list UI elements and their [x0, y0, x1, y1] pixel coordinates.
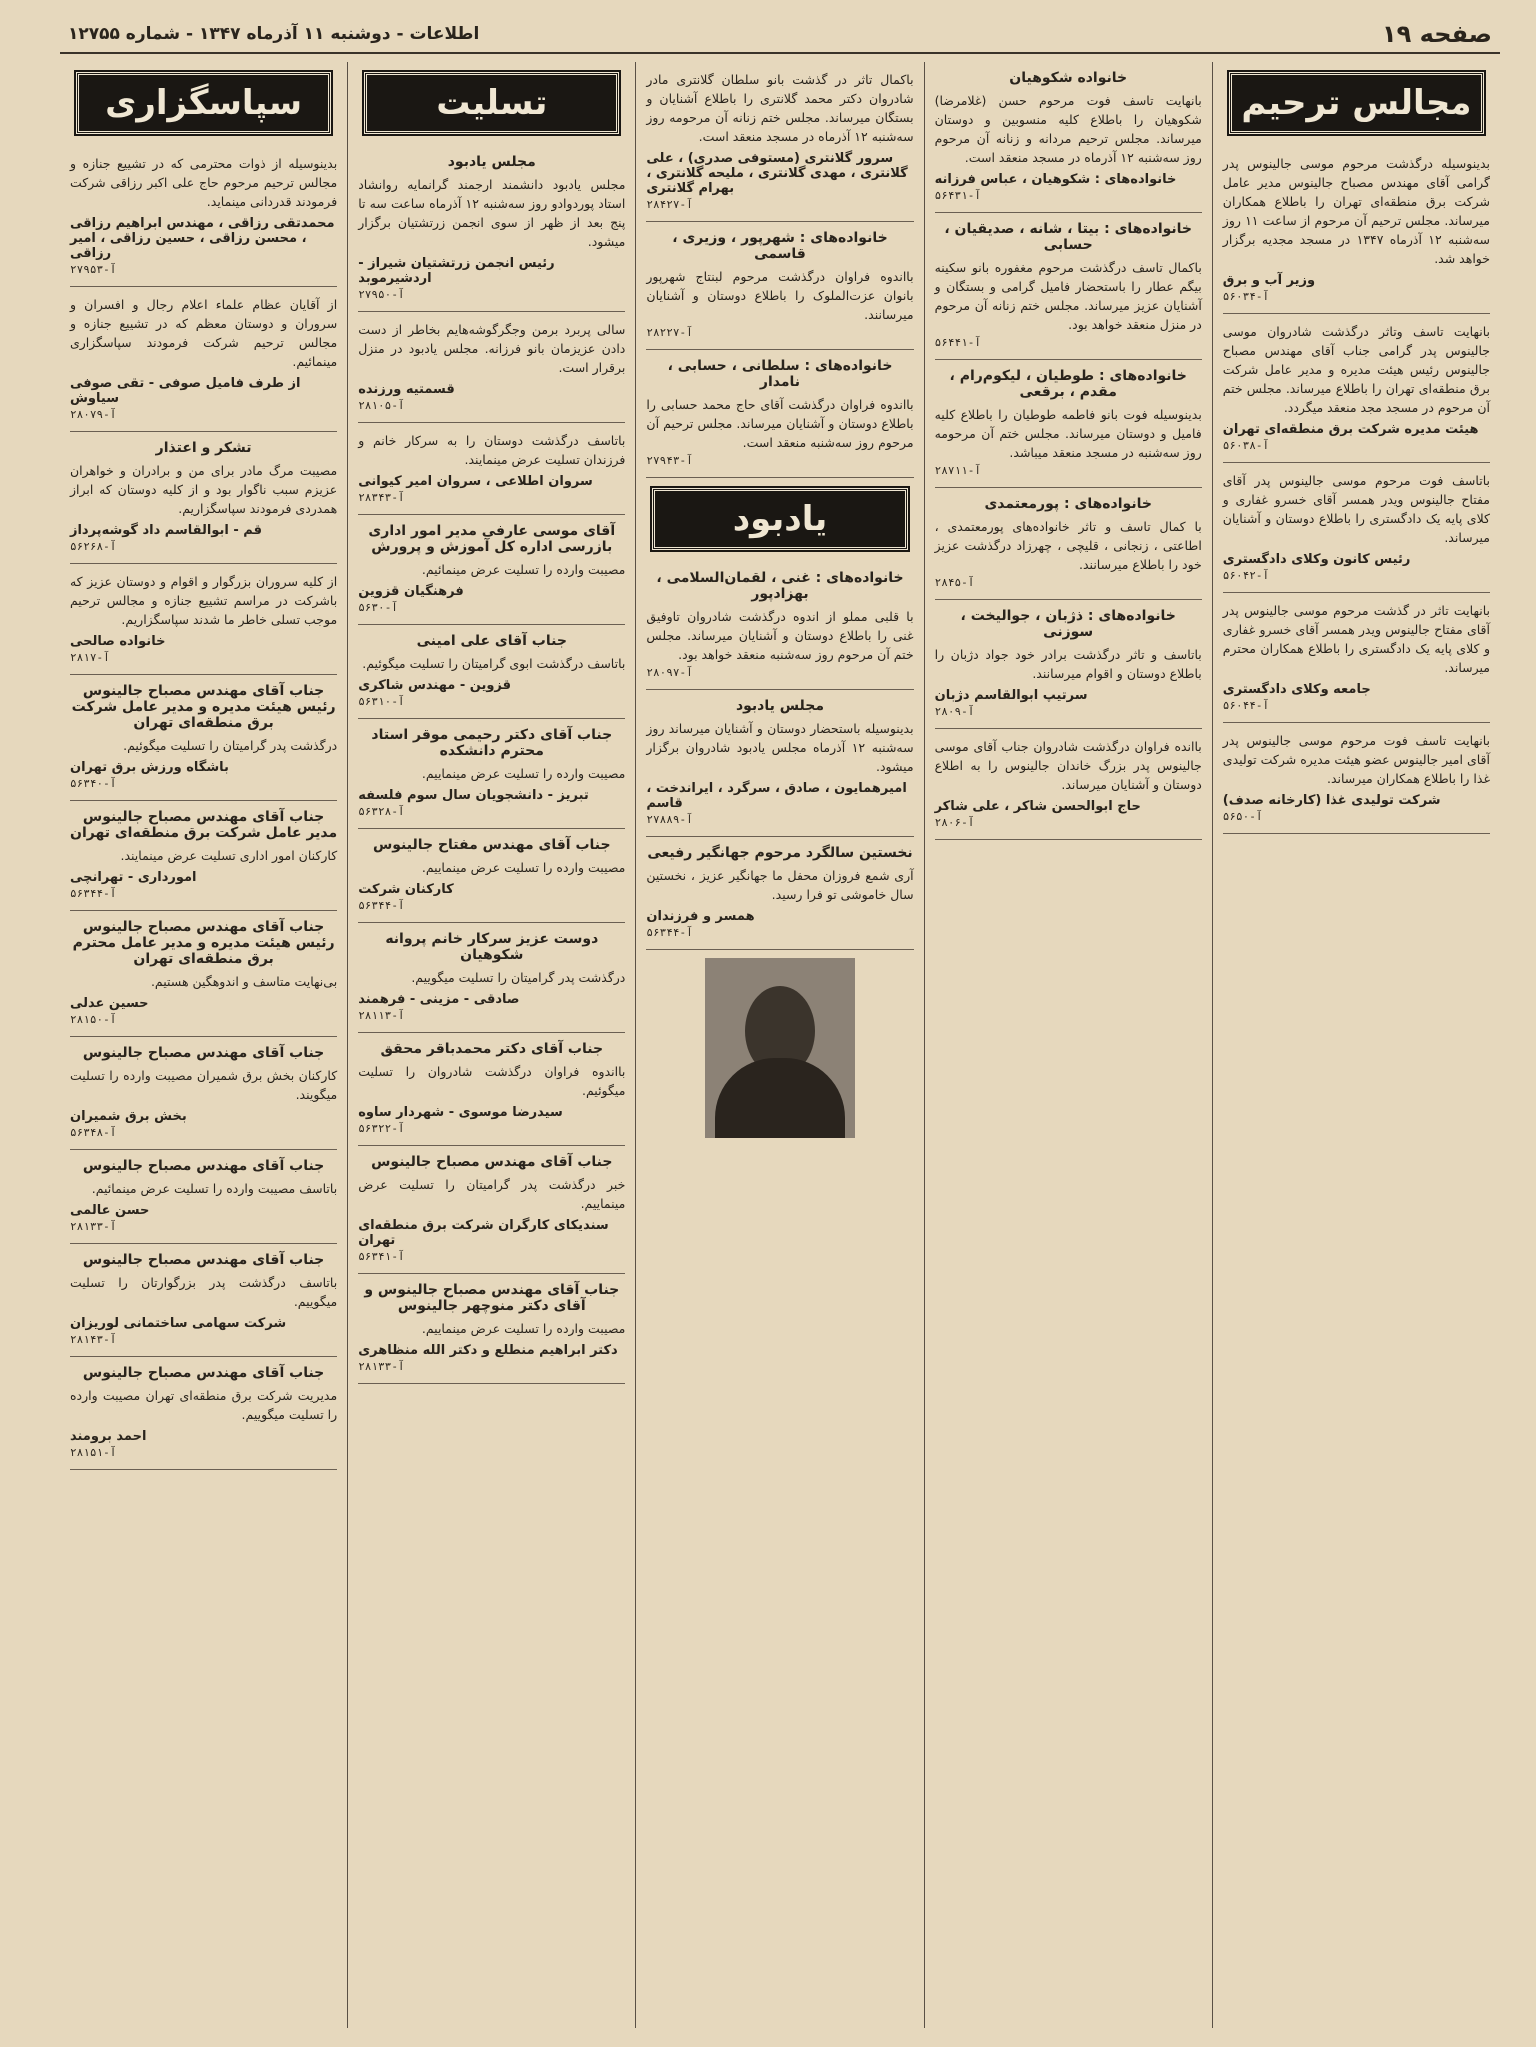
notice-text: مصیبت وارده را تسلیت عرض مینماییم.	[421, 860, 626, 875]
notice-title: جناب آقای مهندس مصباح جالینوس	[82, 1252, 325, 1268]
notice-signature: حاج ابوالحسن شاکر ، علی شاکر	[934, 799, 1141, 814]
notice-code: آ-۵۶۳۴۴	[646, 926, 693, 939]
notice-text: باتاسف درگذشت دوستان را به سرکار خانم و فرزندان تسلیت عرض مینمایند.	[358, 433, 626, 467]
notice-title: خانواده‌های : غنی ، لقمان‌السلامی ، بهزادپور	[656, 570, 904, 602]
notice-code: آ-۲۸۰۷۹	[69, 408, 117, 421]
notice-signature: سرور گلانتری (مستوفی صدری) ، علی گلانتری ، مهدی گلانتری ، ملیحه گلانتری ، بهرام گلانتری	[646, 151, 908, 196]
notice-code: آ-۲۸۱۷	[69, 651, 110, 664]
notice-text: بدینوسیله فوت بانو فاطمه طوطیان را باطلاع کلیه فامیل و دوستان میرساند. مجلس ختم آن مرحومه روز سه‌شنبه در مسجد منعقد میباشد.	[934, 407, 1202, 460]
notice-signature: قم - ابوالقاسم داد گوشه‌پرداز	[69, 523, 262, 538]
notice-text: درگذشت پدر گرامیتان را تسلیت میگوئیم.	[123, 738, 338, 753]
notice	[70, 1150, 337, 1244]
banner-taslit: تسلیت	[364, 72, 619, 134]
notice-signature: بخش برق شمیران	[69, 1109, 187, 1124]
notice-signature: امیرهمایون ، صادق ، سرگرد ، ایراندخت ، قاسم	[646, 781, 907, 811]
notice	[358, 515, 625, 625]
paper-dateline: اطلاعات - دوشنبه ۱۱ آذرماه ۱۳۴۷ - شماره ۱۲۷۵۵	[68, 24, 480, 44]
notice-title: نخستین سالگرد مرحوم جهانگیر رفیعی	[647, 845, 913, 861]
notice-text: خبر درگذشت پدر گرامیتان را تسلیت عرض مینماییم.	[358, 1177, 626, 1211]
notice-signature: فرهنگیان قزوین	[358, 584, 464, 599]
notice	[70, 1037, 337, 1150]
notice-signature: رئیس انجمن زرتشتیان شیراز - اردشیرموبد	[358, 256, 555, 286]
notice-title: جناب آقای علی امینی	[416, 633, 567, 649]
notice-text: کارکنان امور اداری تسلیت عرض مینمایند.	[120, 848, 338, 863]
notice	[935, 600, 1202, 729]
notice	[70, 1357, 337, 1470]
columns	[60, 62, 1500, 2028]
notice	[1223, 146, 1490, 314]
notice-title: مجلس یادبود	[447, 154, 536, 170]
notice	[1223, 463, 1490, 593]
notice-title: جناب آقای مهندس مصباح جالینوس	[82, 1365, 325, 1381]
notice-text: بانهایت تاسف فوت مرحوم موسی جالینوس پدر آقای امیر جالینوس عضو هیئت مدیره شرکت تولیدی غذا را باطلاع همکاران میرساند.	[1222, 733, 1490, 786]
notice-signature: محمدتقی رزاقی ، مهندس ابراهیم رزاقی ، محسن رزاقی ، حسین رزاقی ، امیر رزاقی	[69, 216, 335, 261]
notice-signature: خانواده‌های : شکوهیان ، عباس فرزانه	[934, 172, 1177, 187]
notice-code: آ-۲۸۳۴۳	[358, 491, 405, 504]
notice-code: آ-۵۶۳۲۸	[358, 805, 405, 818]
notice-signature: از طرف فامیل صوفی - تقی صوفی سیاوش	[69, 376, 301, 406]
notice-text: مصیبت وارده را تسلیت عرض مینمائیم.	[421, 562, 626, 577]
notice-code: آ-۵۶۲۶۸	[69, 540, 117, 553]
notice	[646, 690, 913, 837]
notice	[358, 146, 625, 312]
notice	[358, 312, 625, 423]
notice-code: آ-۵۶۰۳۸	[1222, 439, 1270, 452]
notice	[935, 488, 1202, 600]
notice	[70, 564, 337, 675]
notice-signature: سروان اطلاعی ، سروان امیر کیوانی	[358, 474, 593, 489]
col2-notices	[935, 62, 1202, 840]
notice-text: کارکنان بخش برق شمیران مصیبت وارده را تسلیت میگویند.	[69, 1068, 338, 1102]
column-3	[635, 62, 923, 2028]
notice-text: سالی پربرد برمن وجگرگوشه‌هایم بخاطر از دست دادن عزیزمان بانو فرزانه. مجلس یادبود در منزل برقرار است.	[358, 322, 626, 375]
notice-text: بااندوه فراوان درگذشت مرحوم لبنتاج شهرپور بانوان عزت‌الملوک را باطلاع دوستان و آشنایان میرسانند.	[646, 269, 914, 322]
notice-text: مصیبت مرگ مادر برای من و برادران و خواهران عزیزم سبب ناگوار بود و از کلیه دوستان که ابراز همدردی فرمودند سپاسگزاریم.	[69, 463, 338, 516]
notice-code: آ-۲۸۲۲۷	[646, 326, 693, 339]
notice	[70, 432, 337, 564]
notice	[646, 62, 913, 222]
notice-signature: احمد برومند	[69, 1429, 147, 1444]
notice	[70, 146, 337, 287]
notice-signature: سرتیپ ابوالقاسم دژبان	[934, 688, 1088, 703]
notice-text: باکمال تاسف درگذشت مرحوم مغفوره بانو سکینه بیگم عطار را باستحضار فامیل گرامی و بستگان و آشنایان عزیز میرساند. مجلس ختم زنانه آن مرحوم در منزل منعقد خواهد بود.	[934, 260, 1202, 332]
notice-title: جناب آقای مهندس مصباح جالینوس رئیس هیئت مدیره و مدیر عامل شرکت برق منطقه‌ای تهران	[71, 683, 336, 731]
notice-signature: قسمتیه ورزنده	[358, 382, 455, 397]
notice-signature: جامعه وکلای دادگستری	[1222, 682, 1371, 697]
newspaper-page	[60, 18, 1500, 2028]
notice-code: آ-۲۷۹۴۳	[646, 454, 693, 467]
notice-code: آ-۵۶۰۴۴	[1222, 699, 1270, 712]
notice-signature: قزوین - مهندس شاکری	[358, 678, 512, 693]
notice-text: بااندوه فراوان درگذشت شادروان را تسلیت میگوئیم.	[358, 1064, 626, 1098]
notice-code: آ-۲۸۰۶	[934, 816, 975, 829]
notice	[70, 287, 337, 432]
notice-code: آ-۵۶۵۰	[1222, 810, 1263, 823]
notice-text: مجلس یادبود دانشمند ارجمند گرانمایه روانشاد استاد پوردوادو روز سه‌شنبه ۱۲ آذرماه ساعت سه تا پنج بعد از ظهر از سوی انجمن زرتشتیان برگزار میشود.	[358, 177, 626, 249]
notice-title: آقای موسی عارفی مدیر امور اداری بازرسی اداره کل آموزش و پرورش	[368, 523, 616, 555]
notice-signature: خانواده صالحی	[69, 634, 166, 649]
banner-yadbood: یادبود	[652, 488, 907, 550]
notice	[1223, 723, 1490, 834]
notice	[358, 423, 625, 515]
notice-text: با کمال تاسف و تاثر خانواده‌های پورمعتمدی ، اطاعتی ، زنجانی ، قلیچی ، چهرزاد درگذشت عزیز خود را باطلاع میرسانند.	[934, 519, 1202, 572]
notice-signature: دکتر ابراهیم منطلع و دکتر الله منظاهری	[358, 1343, 618, 1358]
col5-notices	[70, 146, 337, 1470]
notice-signature: باشگاه ورزش برق تهران	[69, 760, 229, 775]
notice-code: آ-۲۸۰۹۷	[646, 666, 693, 679]
notice-title: خانواده شکوهیان	[1009, 70, 1128, 86]
notice-code: آ-۲۷۸۸۹	[646, 813, 693, 826]
notice-code: آ-۵۶۳۴۱	[358, 1250, 405, 1263]
notice-code: آ-۲۸۱۰۵	[358, 399, 405, 412]
notice	[646, 837, 913, 950]
notice-text: باتاسف و تاثر درگذشت برادر خود جواد دژبان را باطلاع دوستان و اقوام میرسانند.	[934, 647, 1202, 681]
notice-code: آ-۵۶۰۳۴	[1222, 290, 1270, 303]
column-4	[347, 62, 635, 2028]
notice-title: خانواده‌های : طوطیان ، لیکوم‌رام ، مقدم ، برقعی	[949, 368, 1187, 400]
notice	[358, 829, 625, 923]
notice-signature: صادقی - مزینی - فرهمند	[358, 992, 520, 1007]
notice-text: درگذشت پدر گرامیتان را تسلیت میگوییم.	[411, 970, 626, 985]
notice-title: جناب آقای مهندس مصباح جالینوس و آقای دکتر منوچهر جالینوس	[364, 1282, 620, 1314]
notice	[935, 729, 1202, 840]
notice-title: جناب آقای مهندس مصباح جالینوس مدیر عامل شرکت برق منطقه‌ای تهران	[70, 809, 338, 841]
notice	[1223, 593, 1490, 723]
notice-signature: هیئت مدیره شرکت برق منطقه‌ای تهران	[1222, 422, 1479, 437]
notice-title: جناب آقای مهندس مصباح جالینوس	[82, 1045, 325, 1061]
notice	[70, 1244, 337, 1357]
col3-notices	[646, 62, 913, 950]
notice-signature: کارکنان شرکت	[358, 882, 454, 897]
notice-title: خانواده‌های : بیتا ، شانه ، صدیقیان ، حسابی	[944, 221, 1193, 253]
notice	[935, 360, 1202, 488]
notice-text: مصیبت وارده را تسلیت عرض مینماییم.	[421, 766, 626, 781]
notice	[358, 1274, 625, 1384]
notice-code: آ-۲۷۹۵۰	[358, 288, 405, 301]
notice-text: از آقایان عظام علماء اعلام رجال و افسران و سروران و دوستان معظم که در تشییع جنازه و مجالس ترحیم شرکت فرمودند سپاسگزاری مینمائیم.	[69, 297, 338, 369]
notice	[935, 62, 1202, 213]
notice-text: باکمال تاثر در گذشت بانو سلطان گلانتری مادر شادروان دکتر محمد گلانتری را باطلاع آشنایان و بستگان میرساند. مجلس ختم زنانه آن مرحومه روز سه‌شنبه ۱۲ آذرماه در مسجد منعقد است.	[646, 72, 914, 144]
notice-code: آ-۲۸۱۳۳	[69, 1220, 117, 1233]
notice-signature: امورداری - تهرانچی	[69, 870, 197, 885]
notice-title: جناب آقای مهندس مصباح جالینوس	[82, 1158, 325, 1174]
notice	[646, 350, 913, 478]
notice	[358, 923, 625, 1033]
notice-text: بی‌نهایت متاسف و اندوهگین هستیم.	[150, 974, 338, 989]
notice-text: مصیبت وارده را تسلیت عرض مینماییم.	[421, 1321, 626, 1336]
notice-title: جناب آقای دکتر رحیمی موقر استاد محترم دانشکده	[371, 727, 613, 759]
notice-signature: حسن عالمی	[69, 1203, 150, 1218]
notice-code: آ-۵۶۳۴۴	[358, 899, 405, 912]
notice	[646, 562, 913, 690]
notice-code: آ-۲۸۴۲۷	[646, 198, 693, 211]
column-5	[60, 62, 347, 2028]
notice-code: آ-۵۶۳۴۸	[69, 1126, 117, 1139]
notice-text: باتاسف درگذشت ابوی گرامیتان را تسلیت میگوئیم.	[362, 656, 626, 671]
notice-code: آ-۵۶۳۴۴	[69, 887, 117, 900]
page-number: صفحه ۱۹	[1382, 20, 1492, 48]
notice	[358, 625, 625, 719]
notice-code: آ-۵۶۴۳۱	[934, 189, 981, 202]
notice-text: بانهایت تاثر در گذشت مرحوم موسی جالینوس پدر آقای مفتاح جالینوس ویدر همسر آقای خسرو غفاری و کلای پایه یک دادگستری را باطلاع همکاران محترم میرساند.	[1222, 603, 1490, 675]
banner-majales-tarhim: مجالس ترحیم	[1229, 72, 1484, 134]
notice-code: آ-۵۶۴۴۱	[934, 336, 981, 349]
notice-title: مجلس یادبود	[735, 698, 825, 714]
notice-title: تشکر و اعتذار	[155, 440, 252, 456]
notice-title: خانواده‌های : پورمعتمدی	[984, 496, 1152, 512]
col4-notices	[358, 146, 625, 1384]
notice-text: باتاسف فوت مرحوم موسی جالینوس پدر آقای مفتاح جالینوس ویدر همسر آقای خسرو غفاری و کلای پایه یک دادگستری را باطلاع دوستان و آشنایان میرساند.	[1222, 473, 1490, 545]
notice-title: جناب آقای مهندس مفتاح جالینوس	[372, 837, 611, 853]
notice-text: بدینوسیله درگذشت مرحوم موسی جالینوس پدر گرامی آقای مهندس مصباح جالینوس مدیر عامل شرکت برق منطقه‌ای تهران را باطلاع همکاران میرساند. مجلس ترحیم آن مرحوم از ساعت ۱۱ روز سه‌شنبه ۱۲ آذرماه ۱۳۴۷ در مسجد مجدیه برگزار خواهد شد.	[1222, 156, 1491, 266]
notice-code: آ-۵۶۰۴۲	[1222, 569, 1270, 582]
notice-code: آ-۲۸۱۳۳	[358, 1360, 405, 1373]
notice-text: با قلبی مملو از اندوه درگذشت شادروان تاوفیق غنی را باطلاع دوستان و آشنایان میرساند. مجلس ختم آن مرحوم روز سه‌شنبه منعقد خواهد بود.	[646, 609, 914, 662]
notice-title: خانواده‌های : ذژبان ، جوالیخت ، سوزنی	[960, 608, 1176, 640]
notice-title: جناب آقای مهندس مصباح جالینوس رئیس هیئت مدیره و مدیر عامل محترم برق منطقه‌ای تهران	[72, 919, 335, 967]
notice-code: آ-۵۶۳۱۰	[358, 695, 405, 708]
notice	[70, 801, 337, 911]
notice	[935, 213, 1202, 360]
banner-sepasgozari: سپاسگزاری	[76, 72, 331, 134]
page-header	[60, 18, 1500, 54]
notice	[358, 1033, 625, 1146]
notice-text: بدینوسیله از ذوات محترمی که در تشییع جنازه و مجالس ترحیم مرحوم حاج علی اکبر رزاقی شرکت فرمودند قدردانی مینماید.	[69, 156, 338, 209]
notice-code: آ-۲۸۱۱۳	[358, 1009, 405, 1022]
column-1	[1212, 62, 1500, 2028]
notice-signature: همسر و فرزندان	[646, 909, 755, 924]
notice-title: خانواده‌های : سلطانی ، حسابی ، نامدار	[667, 358, 893, 390]
notice-code: آ-۲۸۷۱۱	[934, 464, 981, 477]
notice	[646, 222, 913, 350]
notice-code: آ-۲۷۹۵۳	[69, 263, 117, 276]
notice-text: بدینوسیله باستحضار دوستان و آشنایان میرساند روز سه‌شنبه ۱۲ آذرماه مجلس یادبود شادروان برگزار میشود.	[646, 721, 914, 774]
notice-title: جناب آقای مهندس مصباح جالینوس	[371, 1154, 613, 1170]
notice	[358, 1146, 625, 1274]
notice-text: از کلیه سروران بزرگوار و اقوام و دوستان عزیز که باشرکت در مراسم تشییع جنازه و مجالس ترحیم موجب تسلی خاطر ما شدند سپاسگزاریم.	[69, 574, 338, 627]
notice-code: آ-۲۸۰۹	[934, 705, 975, 718]
notice-text: باتاسف درگذشت پدر بزرگوارتان را تسلیت میگوییم.	[69, 1275, 338, 1309]
notice-signature: شرکت تولیدی غذا (کارخانه صدف)	[1222, 793, 1441, 808]
col1-notices	[1223, 146, 1490, 834]
notice-title: خانواده‌های : شهرپور ، وزیری ، قاسمی	[672, 230, 888, 262]
notice-text: مدیریت شرکت برق منطقه‌ای تهران مصیبت وارده را تسلیت میگوییم.	[69, 1388, 338, 1422]
notice-signature: شرکت سهامی ساختمانی لوریزان	[69, 1316, 287, 1331]
notice-signature: وزیر آب و برق	[1222, 273, 1316, 288]
notice-code: آ-۵۶۳۴۰	[69, 777, 117, 790]
notice	[70, 675, 337, 801]
notice	[358, 719, 625, 829]
notice	[70, 911, 337, 1037]
notice-code: آ-۲۸۱۵۰	[69, 1013, 117, 1026]
portrait-body	[715, 1058, 845, 1138]
notice-text: بااندوه فراوان درگذشت آقای حاج محمد حسابی را باطلاع دوستان و آشنایان میرساند. مجلس ترحیم آن مرحوم روز سه‌شنبه منعقد است.	[646, 397, 914, 450]
notice-signature: حسین عدلی	[69, 996, 149, 1011]
notice-code: آ-۲۸۱۴۳	[69, 1333, 117, 1346]
notice-text: باتاسف مصیبت وارده را تسلیت عرض مینمائیم.	[91, 1181, 338, 1196]
notice-title: دوست عزیز سرکار خانم پروانه شکوهیان	[385, 931, 599, 963]
notice-code: آ-۲۸۴۵	[934, 576, 975, 589]
notice-code: آ-۵۶۳۲۲	[358, 1122, 405, 1135]
notice-title: جناب آقای دکتر محمدباقر محقق	[380, 1041, 604, 1057]
notice-text: باانده فراوان درگذشت شادروان جناب آقای موسی جالینوس پدر بزرگ خاندان جالینوس را به اطلاع دوستان و آشنایان میرساند.	[934, 739, 1202, 792]
notice-signature: تبریز - دانشجویان سال سوم فلسفه	[358, 788, 589, 803]
notice-signature: سندیکای کارگران شرکت برق منطقه‌ای تهران	[358, 1218, 609, 1248]
notice	[1223, 314, 1490, 463]
notice-text: آری شمع فروزان محفل ما جهانگیر عزیز ، نخستین سال خاموشی تو فرا رسید.	[646, 868, 914, 902]
column-2	[924, 62, 1212, 2028]
notice-code: آ-۲۸۱۵۱	[69, 1446, 117, 1459]
portrait-photo	[705, 958, 855, 1138]
notice-code: آ-۵۶۳۰	[358, 601, 398, 614]
notice-text: بانهایت تاسف وتاثر درگذشت شادروان موسی جالینوس پدر گرامی جناب آقای مهندس مصباح جالینوس رئیس هیئت مدیره و مدیر عامل شرکت برق منطقه‌ای تهران را باطلاع میرساند. مجلس ختم آن مرحوم در مسجد مجد منعقد میگردد.	[1222, 324, 1490, 415]
notice-text: بانهایت تاسف فوت مرحوم حسن (غلامرضا) شکوهیان را باطلاع کلیه منسوبین و دوستان میرساند. مجلس ترحیم مردانه و زنانه آن مرحوم روز سه‌شنبه ۱۲ آذرماه در مسجد منعقد است.	[934, 93, 1202, 165]
notice-signature: سیدرضا موسوی - شهردار ساوه	[358, 1105, 563, 1120]
notice-signature: رئیس کانون وکلای دادگستری	[1222, 552, 1411, 567]
